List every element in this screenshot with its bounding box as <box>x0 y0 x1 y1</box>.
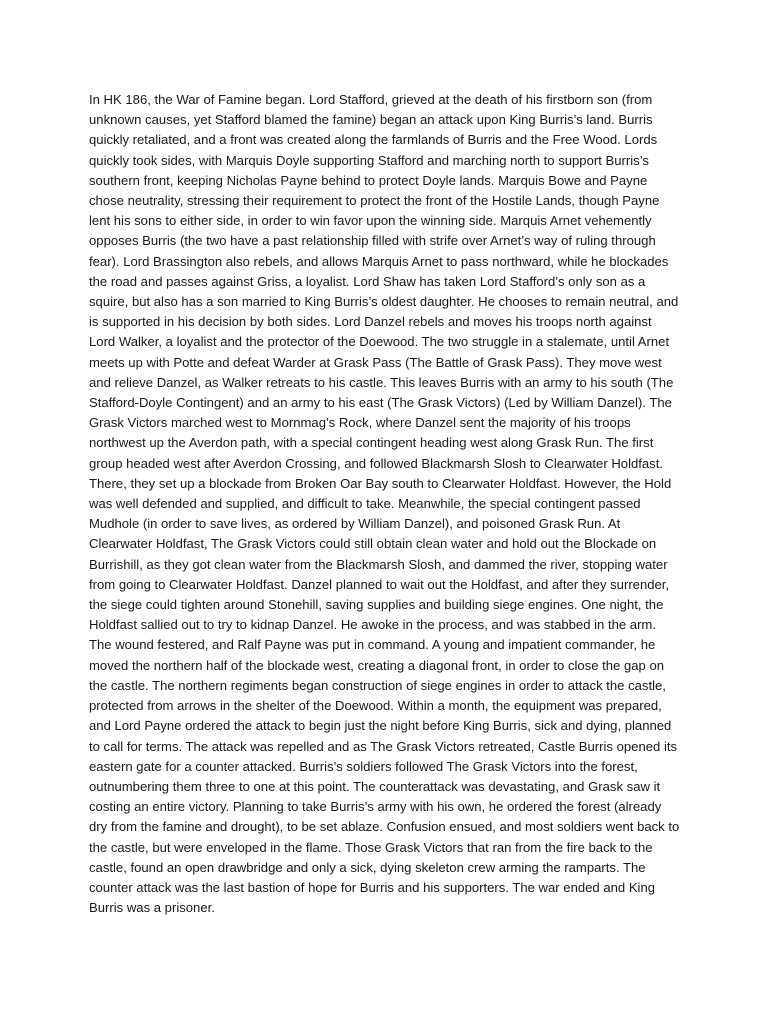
body-paragraph: In HK 186, the War of Famine began. Lord Stafford, grieved at the death of his firstborn son (from unknown causes, yet Stafford blamed the famine) began an attack upon King Burris’s land. Burris quickly retaliated, and a front was created along the farmlands of Burris and the Free Wood. Lords quickly took sides, with Marquis Doyle supporting Stafford and marching north to support Burris’s southern front, keeping Nicholas Payne behind to protect Doyle lands. Marquis Bowe and Payne chose neutrality, stressing their requirement to protect the front of the Hostile Lands, though Payne lent his sons to either side, in order to win favor upon the winning side. Marquis Arnet vehemently opposes Burris (the two have a past relationship filled with strife over Arnet’s way of ruling through fear). Lord Brassington also rebels, and allows Marquis Arnet to pass northward, while he blockades the road and passes against Griss, a loyalist. Lord Shaw has taken Lord Stafford’s only son as a squire, but also has a son married to King Burris’s oldest daughter. He chooses to remain neutral, and is supported in his decision by both sides. Lord Danzel rebels and moves his troops north against Lord Walker, a loyalist and the protector of the Doewood. The two struggle in a stalemate, until Arnet meets up with Potte and defeat Warder at Grask Pass (The Battle of Grask Pass). They move west and relieve Danzel, as Walker retreats to his castle. This leaves Burris with an army to his south (The Stafford-Doyle Contingent) and an army to his east (The Grask Victors) (Led by William Danzel). The Grask Victors marched west to Mornmag’s Rock, where Danzel sent the majority of his troops northwest up the Averdon path, with a special contingent heading west along Grask Run. The first group headed west after Averdon Crossing, and followed Blackmarsh Slosh to Clearwater Holdfast. There, they set up a blockade from Broken Oar Bay south to Clearwater Holdfast. However, the Hold was well defended and supplied, and difficult to take. Meanwhile, the special contingent passed Mudhole (in order to save lives, as ordered by William Danzel), and poisoned Grask Run. At Clearwater Holdfast, The Grask Victors could still obtain clean water and hold out the Blockade on Burrishill, as they got clean water from the Blackmarsh Slosh, and dammed the river, stopping water from going to Clearwater Holdfast. Danzel planned to wait out the Holdfast, and after they surrender, the siege could tighten around Stonehill, saving supplies and building siege engines. One night, the Holdfast sallied out to try to kidnap Danzel. He awoke in the process, and was stabbed in the arm. The wound festered, and Ralf Payne was put in command. A young and impatient commander, he moved the northern half of the blockade west, creating a diagonal front, in order to close the gap on the castle. The northern regiments began construction of siege engines in order to attack the castle, protected from arrows in the shelter of the Doewood. Within a month, the equipment was prepared, and Lord Payne ordered the attack to begin just the night before King Burris, sick and dying, planned to call for terms. The attack was repelled and as The Grask Victors retreated, Castle Burris opened its eastern gate for a counter attacked. Burris’s soldiers followed The Grask Victors into the forest, outnumbering them three to one at this point. The counterattack was devastating, and Grask saw it costing an entire victory. Planning to take Burris’s army with his own, he ordered the forest (already dry from the famine and drought), to be set ablaze. Confusion ensued, and most soldiers went back to the castle, but were enveloped in the flame. Those Grask Victors that ran from the fire back to the castle, found an open drawbridge and only a sick, dying skeleton crew arming the ramparts. The counter attack was the last bastion of hope for Burris and his supporters. The war ended and King Burris was a prisoner. <box>89 92 680 916</box>
